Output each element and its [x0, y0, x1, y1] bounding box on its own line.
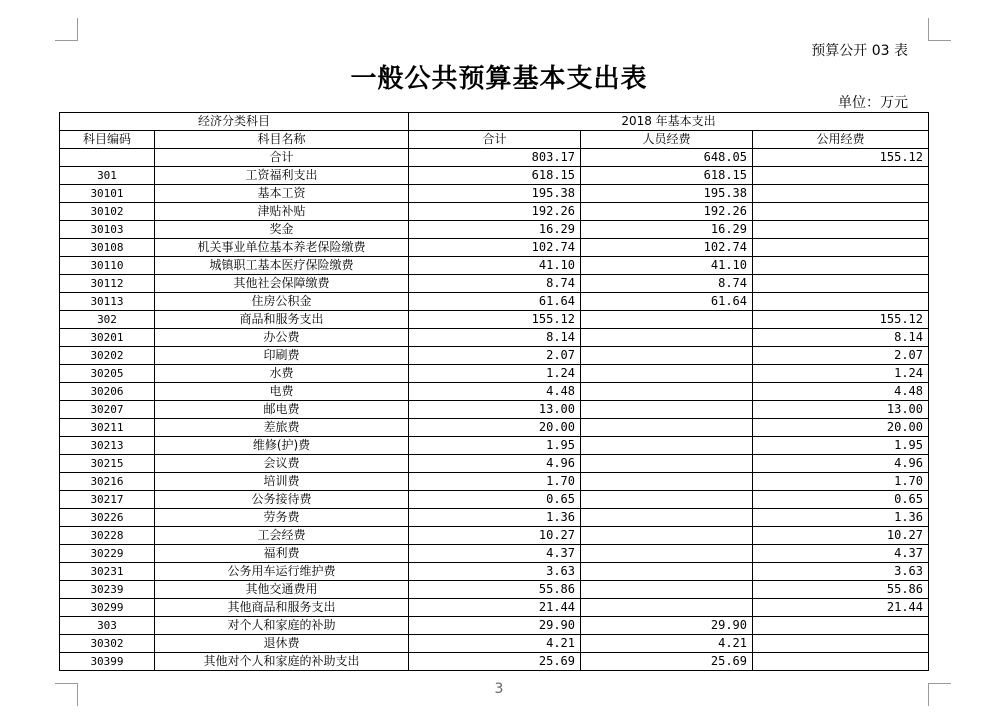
- cell-total: 192.26: [409, 203, 581, 221]
- cell-total: 102.74: [409, 239, 581, 257]
- cell-code: 30205: [60, 365, 155, 383]
- table-row: [60, 473, 929, 491]
- cell-personnel: [581, 311, 753, 329]
- cell-personnel: [581, 491, 753, 509]
- cell-code: 30228: [60, 527, 155, 545]
- table-row: [60, 527, 929, 545]
- cell-personnel: 102.74: [581, 239, 753, 257]
- cell-total: 4.48: [409, 383, 581, 401]
- header-code: 科目编码: [60, 131, 155, 149]
- cell-code: 30229: [60, 545, 155, 563]
- cell-public: 21.44: [753, 599, 929, 617]
- cell-code: 30217: [60, 491, 155, 509]
- cell-personnel: 16.29: [581, 221, 753, 239]
- header-total: 合计: [409, 131, 581, 149]
- cell-personnel: 25.69: [581, 653, 753, 671]
- table-row: [60, 419, 929, 437]
- cell-total: 803.17: [409, 149, 581, 167]
- cell-public: [753, 635, 929, 653]
- crop-mark-top-right: [928, 18, 951, 41]
- cell-public: [753, 221, 929, 239]
- cell-personnel: 192.26: [581, 203, 753, 221]
- cell-public: 20.00: [753, 419, 929, 437]
- cell-name: 工会经费: [155, 527, 409, 545]
- cell-total: 1.24: [409, 365, 581, 383]
- cell-public: [753, 167, 929, 185]
- header-group-basic-expense: 2018 年基本支出: [409, 113, 929, 131]
- cell-public: [753, 239, 929, 257]
- cell-personnel: [581, 545, 753, 563]
- table-row: [60, 167, 929, 185]
- cell-public: 55.86: [753, 581, 929, 599]
- cell-name: 电费: [155, 383, 409, 401]
- table-row: [60, 401, 929, 419]
- cell-name: 邮电费: [155, 401, 409, 419]
- cell-name: 会议费: [155, 455, 409, 473]
- cell-personnel: [581, 599, 753, 617]
- cell-name: 商品和服务支出: [155, 311, 409, 329]
- cell-code: 30399: [60, 653, 155, 671]
- cell-personnel: [581, 563, 753, 581]
- table-row: [60, 311, 929, 329]
- cell-public: [753, 653, 929, 671]
- cell-code: 302: [60, 311, 155, 329]
- cell-name: 对个人和家庭的补助: [155, 617, 409, 635]
- cell-personnel: [581, 473, 753, 491]
- table-row: [60, 437, 929, 455]
- cell-code: 30226: [60, 509, 155, 527]
- cell-total: 29.90: [409, 617, 581, 635]
- cell-code: 30113: [60, 293, 155, 311]
- cell-code: 30112: [60, 275, 155, 293]
- table-row: [60, 383, 929, 401]
- table-row: [60, 347, 929, 365]
- cell-public: 155.12: [753, 311, 929, 329]
- cell-name: 公务用车运行维护费: [155, 563, 409, 581]
- cell-total: 1.95: [409, 437, 581, 455]
- cell-code: 30215: [60, 455, 155, 473]
- cell-public: 8.14: [753, 329, 929, 347]
- cell-personnel: 41.10: [581, 257, 753, 275]
- cell-public: 3.63: [753, 563, 929, 581]
- cell-public: [753, 203, 929, 221]
- cell-public: 1.95: [753, 437, 929, 455]
- cell-name: 工资福利支出: [155, 167, 409, 185]
- cell-personnel: 4.21: [581, 635, 753, 653]
- cell-personnel: 61.64: [581, 293, 753, 311]
- cell-name: 其他社会保障缴费: [155, 275, 409, 293]
- cell-total: 20.00: [409, 419, 581, 437]
- cell-code: 30102: [60, 203, 155, 221]
- table-row: [60, 185, 929, 203]
- cell-public: [753, 617, 929, 635]
- table-row: [60, 329, 929, 347]
- table-row: [60, 563, 929, 581]
- cell-name: 机关事业单位基本养老保险缴费: [155, 239, 409, 257]
- cell-public: [753, 257, 929, 275]
- cell-total: 8.74: [409, 275, 581, 293]
- cell-total: 13.00: [409, 401, 581, 419]
- table-row: [60, 491, 929, 509]
- cell-public: 4.48: [753, 383, 929, 401]
- cell-name: 其他商品和服务支出: [155, 599, 409, 617]
- cell-name: 培训费: [155, 473, 409, 491]
- cell-total: 21.44: [409, 599, 581, 617]
- cell-public: 4.96: [753, 455, 929, 473]
- cell-public: 10.27: [753, 527, 929, 545]
- form-code: 预算公开 03 表: [811, 43, 908, 59]
- cell-public: 0.65: [753, 491, 929, 509]
- cell-total: 16.29: [409, 221, 581, 239]
- table-body: [60, 149, 929, 671]
- header-public: 公用经费: [753, 131, 929, 149]
- cell-personnel: 648.05: [581, 149, 753, 167]
- cell-code: 30299: [60, 599, 155, 617]
- cell-total: 2.07: [409, 347, 581, 365]
- cell-name: 城镇职工基本医疗保险缴费: [155, 257, 409, 275]
- cell-name: 合计: [155, 149, 409, 167]
- cell-code: 30216: [60, 473, 155, 491]
- cell-public: [753, 293, 929, 311]
- cell-name: 津贴补贴: [155, 203, 409, 221]
- header-name: 科目名称: [155, 131, 409, 149]
- table-row: [60, 239, 929, 257]
- table-row: [60, 293, 929, 311]
- cell-public: 13.00: [753, 401, 929, 419]
- cell-personnel: [581, 365, 753, 383]
- cell-personnel: 29.90: [581, 617, 753, 635]
- cell-code: 30110: [60, 257, 155, 275]
- cell-total: 618.15: [409, 167, 581, 185]
- cell-personnel: 8.74: [581, 275, 753, 293]
- cell-code: 30201: [60, 329, 155, 347]
- cell-code: 30101: [60, 185, 155, 203]
- cell-public: 4.37: [753, 545, 929, 563]
- cell-personnel: 195.38: [581, 185, 753, 203]
- cell-name: 奖金: [155, 221, 409, 239]
- table-row: [60, 581, 929, 599]
- table-row: [60, 455, 929, 473]
- cell-code: 30231: [60, 563, 155, 581]
- cell-total: 1.70: [409, 473, 581, 491]
- cell-personnel: [581, 509, 753, 527]
- cell-name: 其他对个人和家庭的补助支出: [155, 653, 409, 671]
- table-row: [60, 635, 929, 653]
- cell-public: 1.24: [753, 365, 929, 383]
- unit-label: 单位：万元: [838, 95, 908, 111]
- header-personnel: 人员经费: [581, 131, 753, 149]
- table-row: [60, 149, 929, 167]
- cell-total: 8.14: [409, 329, 581, 347]
- cell-personnel: [581, 329, 753, 347]
- cell-name: 其他交通费用: [155, 581, 409, 599]
- cell-code: [60, 149, 155, 167]
- cell-personnel: [581, 527, 753, 545]
- cell-public: [753, 275, 929, 293]
- cell-total: 4.37: [409, 545, 581, 563]
- table-row: [60, 275, 929, 293]
- cell-total: 1.36: [409, 509, 581, 527]
- cell-code: 303: [60, 617, 155, 635]
- table-row: [60, 617, 929, 635]
- table-row: [60, 365, 929, 383]
- header-group-economic: 经济分类科目: [60, 113, 409, 131]
- cell-personnel: [581, 383, 753, 401]
- cell-personnel: [581, 347, 753, 365]
- cell-code: 30239: [60, 581, 155, 599]
- cell-code: 30108: [60, 239, 155, 257]
- table-row: [60, 653, 929, 671]
- cell-total: 4.21: [409, 635, 581, 653]
- cell-name: 印刷费: [155, 347, 409, 365]
- cell-personnel: [581, 437, 753, 455]
- cell-name: 退休费: [155, 635, 409, 653]
- cell-code: 30206: [60, 383, 155, 401]
- cell-code: 30202: [60, 347, 155, 365]
- cell-personnel: [581, 401, 753, 419]
- cell-code: 30207: [60, 401, 155, 419]
- cell-code: 30211: [60, 419, 155, 437]
- cell-name: 维修(护)费: [155, 437, 409, 455]
- table-row: [60, 221, 929, 239]
- cell-total: 10.27: [409, 527, 581, 545]
- page-number: 3: [494, 681, 504, 697]
- cell-code: 30103: [60, 221, 155, 239]
- cell-public: 1.36: [753, 509, 929, 527]
- cell-code: 30213: [60, 437, 155, 455]
- cell-public: 2.07: [753, 347, 929, 365]
- cell-total: 4.96: [409, 455, 581, 473]
- table-row: [60, 599, 929, 617]
- cell-code: 301: [60, 167, 155, 185]
- cell-total: 61.64: [409, 293, 581, 311]
- cell-name: 差旅费: [155, 419, 409, 437]
- cell-name: 劳务费: [155, 509, 409, 527]
- cell-name: 水费: [155, 365, 409, 383]
- cell-total: 3.63: [409, 563, 581, 581]
- page-title: 一般公共预算基本支出表: [350, 64, 648, 94]
- cell-code: 30302: [60, 635, 155, 653]
- cell-name: 福利费: [155, 545, 409, 563]
- cell-total: 25.69: [409, 653, 581, 671]
- header-column-row: [60, 131, 929, 149]
- cell-public: [753, 185, 929, 203]
- cell-total: 0.65: [409, 491, 581, 509]
- cell-personnel: [581, 581, 753, 599]
- cell-total: 195.38: [409, 185, 581, 203]
- cell-total: 55.86: [409, 581, 581, 599]
- cell-name: 住房公积金: [155, 293, 409, 311]
- cell-name: 办公费: [155, 329, 409, 347]
- cell-total: 155.12: [409, 311, 581, 329]
- cell-public: 155.12: [753, 149, 929, 167]
- cell-personnel: [581, 455, 753, 473]
- cell-name: 基本工资: [155, 185, 409, 203]
- crop-mark-top-left: [55, 18, 78, 41]
- cell-public: 1.70: [753, 473, 929, 491]
- cell-personnel: [581, 419, 753, 437]
- cell-personnel: 618.15: [581, 167, 753, 185]
- table-row: [60, 509, 929, 527]
- cell-total: 41.10: [409, 257, 581, 275]
- cell-name: 公务接待费: [155, 491, 409, 509]
- budget-table: [59, 112, 929, 671]
- table-row: [60, 257, 929, 275]
- table-row: [60, 203, 929, 221]
- table-row: [60, 545, 929, 563]
- header-group-row: [60, 113, 929, 131]
